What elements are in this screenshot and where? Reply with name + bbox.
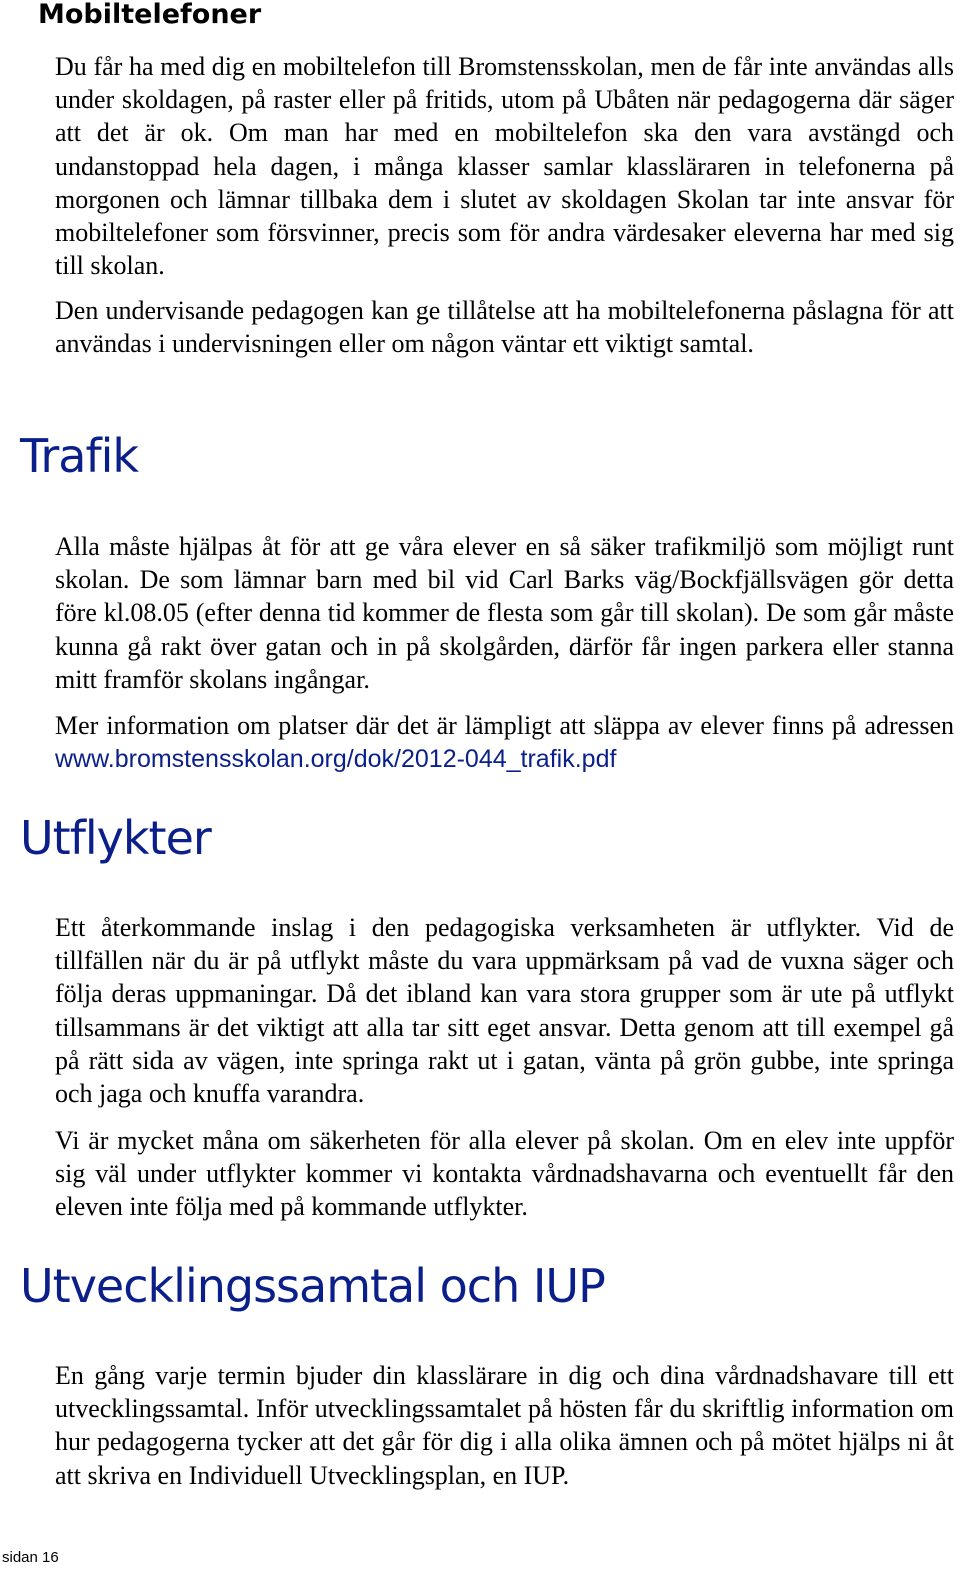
paragraph-utflykter-1: Ett återkommande inslag i den pedagogiska verksamheten är utflykter. Vid de tillfällen när du är på utflykt måste du vara uppmärksam på vad de vuxna säger och följa deras uppmaningar. Då det ibland kan vara stora grupper som är ute på utflykt tillsammans är det viktigt att alla tar sitt eget ansvar. Detta genom att till exempel gå på rätt sida av vägen, inte springa rakt ut i gatan, vänta på grön gubbe, inte springa och jaga och knuffa varandra. bbox=[55, 913, 954, 1109]
paragraph-trafik-2-text: Mer information om platser där det är lämpligt att släppa av elever finns på adressen bbox=[55, 711, 954, 740]
heading-mobiltelefoner: Mobiltelefoner bbox=[38, 0, 262, 30]
heading-utvecklingssamtal: Utvecklingssamtal och IUP bbox=[20, 1259, 605, 1313]
paragraph-trafik-2 bbox=[55, 709, 954, 776]
paragraph-mobil-2: Den undervisande pedagogen kan ge tillåtelse att ha mobiltelefonerna påslagna för att användas i undervisningen eller om någon väntar ett viktigt samtal. bbox=[55, 296, 954, 359]
paragraph-utflykter-2: Vi är mycket måna om säkerheten för alla elever på skolan. Om en elev inte uppför sig väl under utflykter kommer vi kontakta vårdnadshavarna och eventuellt får den eleven inte följa med på kommande utflykter. bbox=[55, 1126, 954, 1222]
heading-utflykter: Utflykter bbox=[20, 811, 211, 865]
paragraph-mobil-1: Du får ha med dig en mobiltelefon till Bromstensskolan, men de får inte användas alls under skoldagen, på raster eller på fritids, utom på Ubåten när pedagogerna där säger att det är ok. Om man har med en mobiltelefon ska den vara avstängd och undanstoppad hela dagen, i många klasser samlar klassläraren in telefonerna på morgonen och lämnar tillbaka dem i slutet av skoldagen Skolan tar inte ansvar för mobiltelefoner som försvinner, precis som för andra värdesaker eleverna har med sig till skolan. bbox=[55, 52, 954, 281]
trafik-pdf-link[interactable]: www.bromstensskolan.org/dok/2012-044_trafik.pdf bbox=[55, 745, 617, 774]
page-number: sidan 16 bbox=[2, 1549, 59, 1566]
heading-trafik: Trafik bbox=[20, 429, 139, 483]
paragraph-trafik-1: Alla måste hjälpas åt för att ge våra elever en så säker trafikmiljö som möjligt runt skolan. De som lämnar barn med bil vid Carl Barks väg/Bockfjällsvägen gör detta före kl.08.05 (efter denna tid kommer de flesta som går till skolan). De som går måste kunna gå rakt över gatan och in på skolgården, därför får ingen parkera eller stanna mitt framför skolans ingångar. bbox=[55, 532, 954, 694]
paragraph-iup-1: En gång varje termin bjuder din klasslärare in dig och dina vårdnadshavare till ett utvecklingssamtal. Inför utvecklingssamtalet på hösten får du skriftlig information om hur pedagogerna tycker att det går för dig i alla olika ämnen och på mötet hjälps ni åt att skriva en Individuell Utvecklingsplan, en IUP. bbox=[55, 1361, 954, 1490]
